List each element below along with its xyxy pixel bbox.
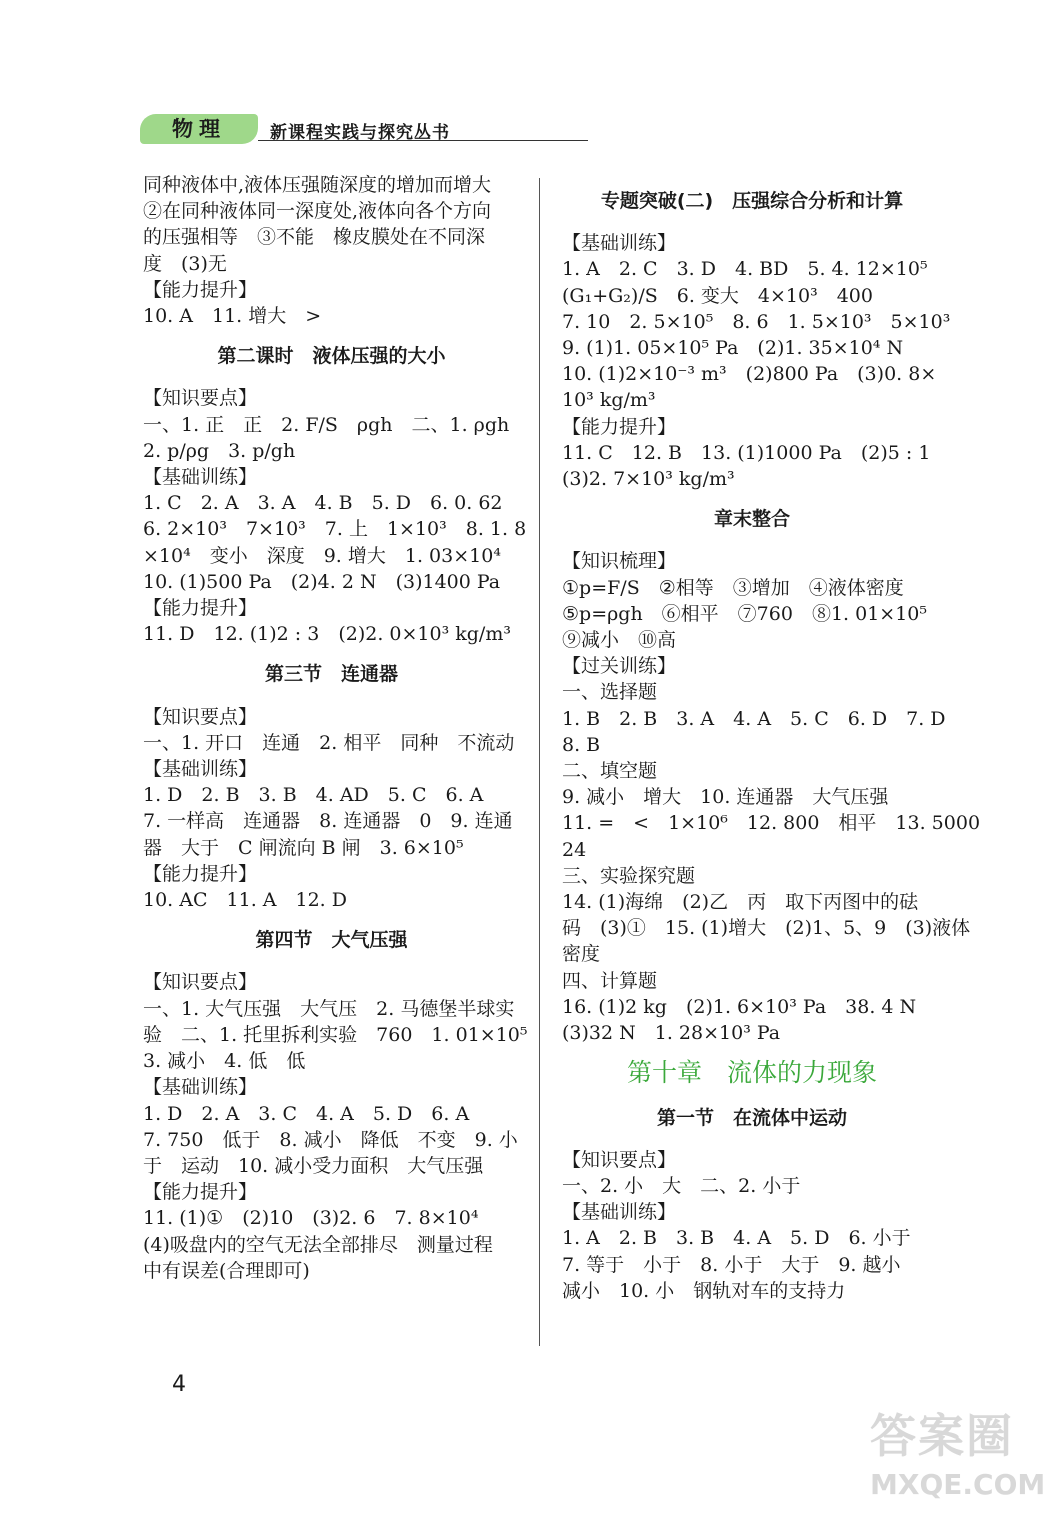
text-line: 10³ kg/m³ <box>562 389 656 412</box>
text-line: 6. 2×10³ 7×10³ 7. 上 1×10³ 8. 1. 8 <box>143 518 527 541</box>
chapter-heading: 第十章 流体的力现象 <box>626 1058 877 1088</box>
text-line: (3)32 N 1. 28×10³ Pa <box>562 1022 781 1045</box>
text-line: (3)2. 7×10³ kg/m³ <box>562 468 735 491</box>
text-line: 【基础训练】 <box>143 758 258 781</box>
text-line: 于 运动 10. 减小受力面积 大气压强 <box>143 1154 484 1177</box>
text-line: 1. A 2. C 3. D 4. BD 5. 4. 12×10⁵ <box>562 258 928 281</box>
text-line: 一、选择题 <box>562 681 658 704</box>
section-heading: 专题突破(二) 压强综合分析和计算 <box>600 190 904 212</box>
series-title: 新课程实践与探究丛书 <box>270 123 450 143</box>
text-line: 8. B <box>562 733 601 756</box>
text-line: 3. 减小 4. 低 低 <box>143 1050 306 1073</box>
subject-badge: 物理 <box>140 114 258 144</box>
text-line: 【知识要点】 <box>562 1148 677 1171</box>
text-line: ⑨减小 ⑩高 <box>562 629 677 652</box>
page-number: 4 <box>172 1372 186 1397</box>
right-column <box>562 172 981 1304</box>
text-line: 7. 10 2. 5×10⁵ 8. 6 1. 5×10³ 5×10³ <box>562 310 951 333</box>
text-line: 一、1. 正 正 2. F/S ρgh 二、1. ρgh <box>143 413 510 436</box>
text-line: 【能力提升】 <box>143 278 258 301</box>
text-line: 1. D 2. B 3. B 4. AD 5. C 6. A <box>143 784 484 807</box>
text-line: 10. A 11. 增大 > <box>143 305 322 328</box>
text-line: 7. 750 低于 8. 减小 降低 不变 9. 小 <box>143 1128 518 1151</box>
text-line: 一、1. 开口 连通 2. 相平 同种 不流动 <box>143 731 515 754</box>
text-line: 【能力提升】 <box>562 415 677 438</box>
text-line: 【基础训练】 <box>562 1201 677 1224</box>
text-line: 7. 等于 小于 8. 小于 大于 9. 越小 <box>562 1253 901 1276</box>
section-heading: 第二课时 液体压强的大小 <box>217 345 446 368</box>
text-line: 2. p/ρg 3. p/gh <box>143 439 296 462</box>
text-line: 16. (1)2 kg (2)1. 6×10³ Pa 38. 4 N <box>562 995 917 1018</box>
text-line: 9. (1)1. 05×10⁵ Pa (2)1. 35×10⁴ N <box>562 337 904 360</box>
text-line: 【能力提升】 <box>143 597 258 620</box>
text-line: 二、填空题 <box>562 760 658 783</box>
text-line: 的压强相等 ③不能 橡皮膜处在不同深 <box>143 226 486 249</box>
text-line: (G₁+G₂)/S 6. 变大 4×10³ 400 <box>562 284 873 307</box>
header-rule <box>258 140 588 141</box>
text-line: 度 (3)无 <box>143 252 227 275</box>
text-line: (4)吸盘内的空气无法全部排尽 测量过程 <box>143 1233 493 1256</box>
text-line: 【知识要点】 <box>143 387 258 410</box>
watermark-logo: 答案圈 <box>870 1409 1014 1463</box>
text-line: 11. = < 1×10⁶ 12. 800 相平 13. 5000 <box>562 812 981 835</box>
text-line: 1. C 2. A 3. A 4. B 5. D 6. 0. 62 <box>143 492 503 515</box>
text-line: 11. C 12. B 13. (1)1000 Pa (2)5 : 1 <box>562 441 931 464</box>
text-line: 验 二、1. 托里拆利实验 760 1. 01×10⁵ <box>143 1023 528 1046</box>
text-line: 1. B 2. B 3. A 4. A 5. C 6. D 7. D <box>562 707 946 730</box>
text-line: 11. (1)① (2)10 (3)2. 6 7. 8×10⁴ <box>143 1207 479 1230</box>
text-line: 密度 <box>562 943 601 966</box>
text-line: 1. A 2. B 3. B 4. A 5. D 6. 小于 <box>562 1227 911 1250</box>
text-line: 24 <box>562 838 587 861</box>
text-line: 【基础训练】 <box>562 232 677 255</box>
section-heading: 第一节 在流体中运动 <box>656 1106 847 1129</box>
text-line: ⑤p=ρgh ⑥相平 ⑦760 ⑧1. 01×10⁵ <box>562 602 928 625</box>
text-line: 一、2. 小 大 二、2. 小于 <box>562 1174 801 1197</box>
text-line: 【知识要点】 <box>143 705 258 728</box>
text-line: 10. (1)2×10⁻³ m³ (2)800 Pa (3)0. 8× <box>562 363 937 386</box>
text-line: 码 (3)① 15. (1)增大 (2)1、5、9 (3)液体 <box>562 917 971 940</box>
text-line: 【过关训练】 <box>562 655 677 678</box>
section-heading: 第三节 连通器 <box>264 663 398 686</box>
text-line: 四、计算题 <box>562 969 658 992</box>
text-line: 10. (1)500 Pa (2)4. 2 N (3)1400 Pa <box>143 570 501 593</box>
text-line: 器 大于 C 闸流向 B 闸 3. 6×10⁵ <box>143 836 464 859</box>
text-line: 【基础训练】 <box>143 466 258 489</box>
text-line: 【知识梳理】 <box>562 550 677 573</box>
text-line: 1. D 2. A 3. C 4. A 5. D 6. A <box>143 1102 470 1125</box>
text-line: ×10⁴ 变小 深度 9. 增大 1. 03×10⁴ <box>143 544 501 567</box>
text-line: 【能力提升】 <box>143 862 258 885</box>
text-line: 14. (1)海绵 (2)乙 丙 取下丙图中的砝 <box>562 891 919 914</box>
text-line: 【知识要点】 <box>143 971 258 994</box>
watermark <box>870 1400 1045 1510</box>
text-line: 【基础训练】 <box>143 1076 258 1099</box>
text-line: 【能力提升】 <box>143 1181 258 1204</box>
text-line: 10. AC 11. A 12. D <box>143 889 347 912</box>
text-line: 中有误差(合理即可) <box>143 1259 310 1282</box>
text-line: 11. D 12. (1)2 : 3 (2)2. 0×10³ kg/m³ <box>143 623 511 646</box>
text-line: ①p=F/S ②相等 ③增加 ④液体密度 <box>562 576 904 599</box>
text-line: ②在同种液体同一深度处,液体向各个方向 <box>143 200 492 223</box>
page-header <box>140 114 460 146</box>
text-line: 同种液体中,液体压强随深度的增加而增大 <box>143 174 492 196</box>
text-line: 三、实验探究题 <box>562 864 696 887</box>
column-divider <box>539 178 540 1346</box>
text-line: 减小 10. 小 钢轨对车的支持力 <box>562 1279 846 1302</box>
left-column <box>143 172 528 1284</box>
text-line: 一、1. 大气压强 大气压 2. 马德堡半球实 <box>143 997 515 1020</box>
section-heading: 章末整合 <box>713 508 790 531</box>
text-line: 9. 减小 增大 10. 连通器 大气压强 <box>562 786 889 809</box>
section-heading: 第四节 大气压强 <box>255 929 408 952</box>
watermark-site: MXQE.COM <box>870 1468 1045 1501</box>
text-line: 7. 一样高 连通器 8. 连通器 0 9. 连通 <box>143 810 513 833</box>
